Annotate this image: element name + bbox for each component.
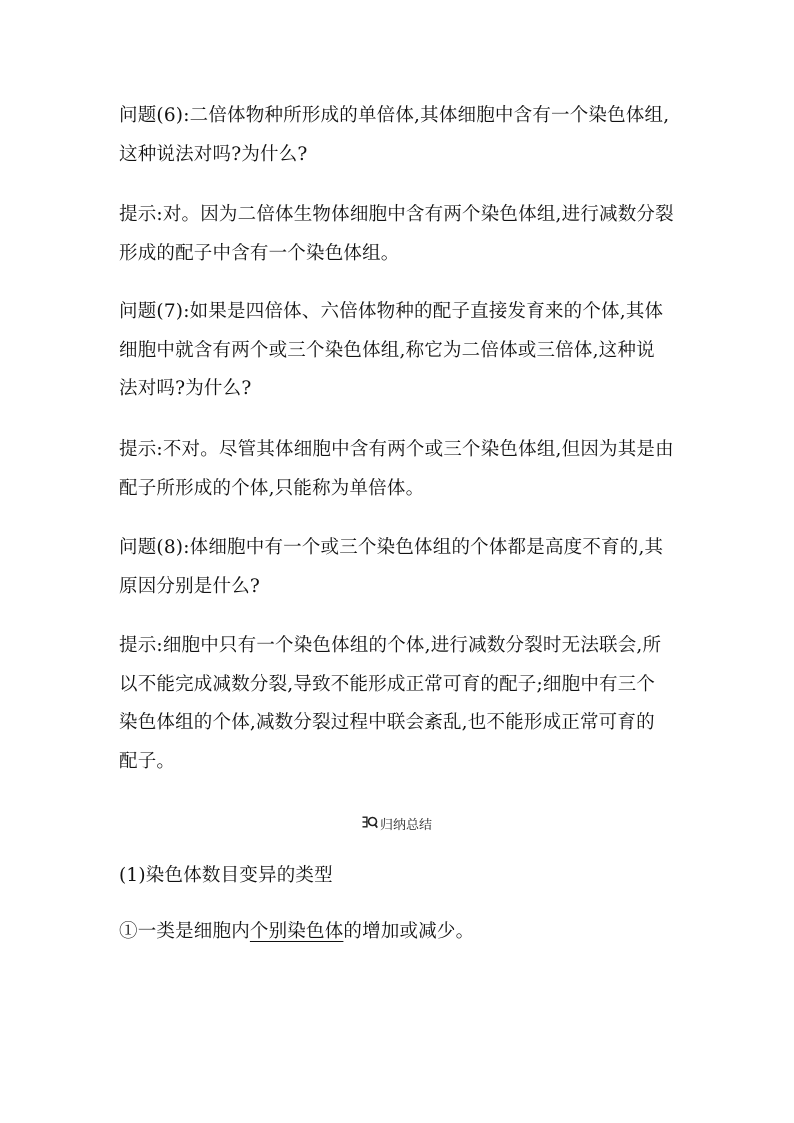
text-line: 问题(8):体细胞中有一个或三个染色体组的个体都是高度不育的,其 (119, 537, 664, 558)
text-line: 原因分别是什么? (119, 575, 261, 597)
text-line: 配子所形成的个体,只能称为单倍体。 (119, 477, 425, 499)
answer-7 (119, 431, 679, 508)
text-line: 以不能完成减数分裂,导致不能形成正常可育的配子;细胞中有三个 (119, 673, 656, 695)
text-line: 染色体组的个体,减数分裂过程中联会紊乱,也不能形成正常可育的 (119, 712, 655, 733)
types-heading (119, 857, 679, 896)
text-line: 问题(7):如果是四倍体、六倍体物种的配子直接发育来的个体,其体 (119, 301, 664, 322)
summary-title: 归纳总结 (379, 818, 432, 833)
underlined-term: 个别染色体 (249, 921, 344, 942)
text-line: 配子。 (119, 750, 176, 772)
summary-icon (362, 815, 378, 836)
text-line: 提示:细胞中只有一个染色体组的个体,进行减数分裂时无法联会,所 (119, 635, 662, 656)
text-line: 提示:对。因为二倍体生物体细胞中含有两个染色体组,进行减数分裂 (119, 204, 674, 225)
text-line: 问题(6):二倍体物种所形成的单倍体,其体细胞中含有一个染色体组, (119, 105, 670, 126)
question-8 (119, 529, 679, 606)
text-line: 细胞中就含有两个或三个染色体组,称它为二倍体或三倍体,这种说 (119, 339, 655, 361)
text-line: 法对吗?为什么? (119, 378, 252, 399)
answer-8 (119, 627, 679, 781)
text-line: 这种说法对吗?为什么? (119, 143, 308, 165)
text-line: 提示:不对。尽管其体细胞中含有两个或三个染色体组,但因为其是由 (119, 439, 674, 460)
item-prefix: ①一类是细胞内 (119, 921, 250, 942)
text-line: (1)染色体数目变异的类型 (119, 865, 333, 886)
question-7 (119, 293, 679, 409)
text-line (119, 913, 679, 952)
answer-6 (119, 196, 679, 273)
types-item-1 (119, 913, 679, 952)
summary-heading (0, 815, 794, 836)
question-6 (119, 97, 679, 174)
text-line: 形成的配子中含有一个染色体组。 (119, 242, 400, 264)
item-suffix: 的增加或减少。 (343, 921, 475, 942)
